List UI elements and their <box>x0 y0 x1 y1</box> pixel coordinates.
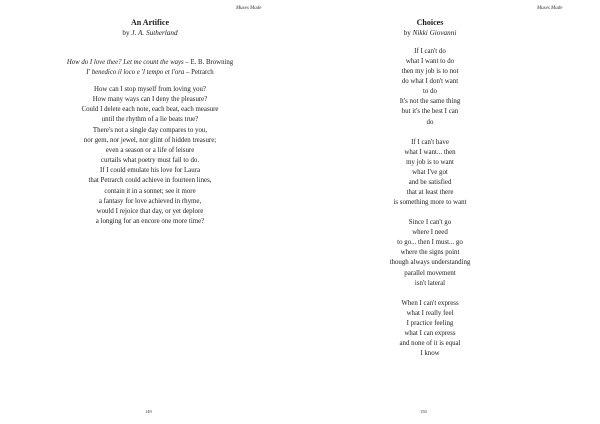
poem-line: to do <box>423 88 437 96</box>
poem-line: and none of it is equal <box>399 340 461 348</box>
epigraph-line <box>45 58 255 68</box>
poem-line: where the signs point <box>400 249 460 257</box>
poem-line: When I can't express <box>401 299 459 307</box>
poem-line: If I can't do <box>414 48 446 55</box>
poem-line: How many ways can I deny the pleasure? <box>92 96 208 104</box>
epigraph-attribution: – E. B. Browning <box>183 59 234 66</box>
poem-title: Choices <box>416 18 444 27</box>
poem-line: a fantasy for love achieved in rhyme, <box>98 197 202 205</box>
poem-body <box>45 85 255 227</box>
poem-line: parallel movement <box>404 269 456 277</box>
poem-line: Could I delete each note, each beat, each measure <box>81 106 219 114</box>
poem-line: I practice feeling <box>406 319 454 327</box>
poem-line: would I rejoice that day, or yet deplore <box>96 207 204 215</box>
stanza <box>355 138 505 209</box>
poem-line: It's not the same thing <box>399 98 461 106</box>
poem-title: An Artifice <box>131 18 169 27</box>
poem-line: to go... then I must... go <box>397 239 463 247</box>
epigraph <box>45 58 255 78</box>
poem-line: but it's the best I can <box>401 108 459 116</box>
poem-author: J. A. Sutherland <box>131 29 178 37</box>
poem-line: what I want to do <box>405 58 455 66</box>
running-head: Muses Made <box>236 6 262 11</box>
poem-byline <box>355 28 505 38</box>
poem-line: what I want... then <box>404 148 456 156</box>
right-page <box>300 0 600 424</box>
poem-line: curtails what poetry must fail to do. <box>100 157 200 165</box>
byline-prefix: by <box>122 29 130 37</box>
poem-line: that at least there <box>406 189 454 197</box>
poem-line: what I really feel <box>406 309 454 317</box>
poem-body <box>355 47 505 359</box>
poem-line: where I need <box>412 229 448 237</box>
stanza <box>355 218 505 289</box>
poem-line: what I've got <box>412 168 448 176</box>
poem-line: If I can't have <box>411 138 449 146</box>
poem-line: How can I stop myself from loving you? <box>94 86 206 93</box>
poem-line: I know <box>420 350 440 358</box>
poem-line: nor gem, nor jewel, nor glint of hidden treasure; <box>83 136 217 144</box>
poem-byline <box>45 28 255 38</box>
poem-line: until the rhythm of a lie beats true? <box>101 116 199 124</box>
epigraph-line <box>45 68 255 78</box>
poem-line: what I can express <box>404 329 456 337</box>
poem-line: is something more to want <box>393 199 467 207</box>
poem-line: Since I can't go <box>408 219 452 227</box>
poem-line: do what I don't want <box>401 78 459 86</box>
page-number: 149 <box>145 409 152 414</box>
epigraph-quote: I' benedico il loco e 'l tempo et l'ora <box>86 69 185 76</box>
poem-line: isn't lateral <box>414 279 446 287</box>
page-number: 150 <box>420 409 427 414</box>
poem-line: my job is to want <box>406 158 454 166</box>
poem-choices <box>355 18 505 369</box>
poem-line: a longing for an encore one more time? <box>95 218 205 226</box>
epigraph-quote: How do I love thee? Let me count the ways <box>66 59 184 66</box>
byline-prefix: by <box>403 29 411 37</box>
running-head: Muses Made <box>537 6 563 11</box>
poem-line: though always understanding <box>389 259 471 267</box>
poem-author: Nikki Giovanni <box>412 29 457 37</box>
poem-line: contain it in a sonnet; see it more <box>104 187 196 195</box>
poem-an-artifice <box>45 18 255 227</box>
stanza <box>355 47 505 128</box>
epigraph-attribution: – Petrarch <box>184 69 214 76</box>
poem-line: If I could emulate his love for Laura <box>99 167 201 175</box>
stanza <box>355 299 505 359</box>
poem-line: then my job is to not <box>401 68 459 76</box>
poem-line: and be satisfied <box>408 178 452 186</box>
poem-line: that Petrarch could achieve in fourteen lines, <box>88 177 212 185</box>
poem-line: There's not a single day compares to you, <box>92 126 208 134</box>
poem-line: even a season or a life of leisure <box>105 146 195 154</box>
poem-line: do <box>426 118 434 126</box>
